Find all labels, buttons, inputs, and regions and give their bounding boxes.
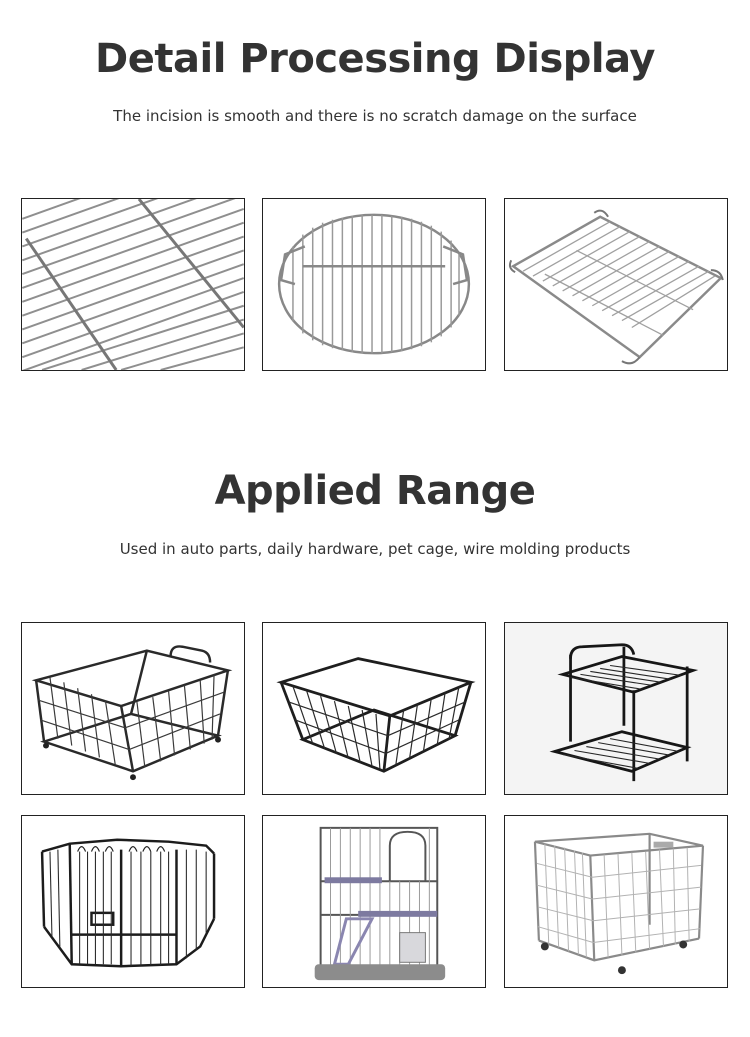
round-grill-grate-image: [262, 198, 486, 371]
flat-wire-mesh-image: [21, 198, 245, 371]
detail-title: Detail Processing Display: [95, 36, 655, 82]
cat-cage-drawing: [263, 816, 485, 987]
flat-wire-mesh-drawing: [22, 199, 244, 370]
two-tier-shelf-image: [504, 622, 728, 795]
two-tier-shelf-drawing: [505, 623, 727, 794]
collapsible-container-drawing: [505, 816, 727, 987]
wire-storage-basket-drawing: [22, 623, 244, 794]
pet-playpen-image: [21, 815, 245, 988]
wire-storage-basket-image: [21, 622, 245, 795]
pet-playpen-drawing: [22, 816, 244, 987]
detail-subtitle: The incision is smooth and there is no scratch damage on the surface: [113, 107, 637, 125]
collapsible-container-image: [504, 815, 728, 988]
applied-title: Applied Range: [214, 468, 536, 514]
applied-subtitle: Used in auto parts, daily hardware, pet cage, wire molding products: [119, 540, 631, 558]
cooling-rack-image: [504, 198, 728, 371]
cooling-rack-drawing: [505, 199, 727, 370]
wire-basket-drawing: [263, 623, 485, 794]
cat-cage-image: [262, 815, 486, 988]
round-grill-grate-drawing: [263, 199, 485, 370]
wire-basket-image: [262, 622, 486, 795]
